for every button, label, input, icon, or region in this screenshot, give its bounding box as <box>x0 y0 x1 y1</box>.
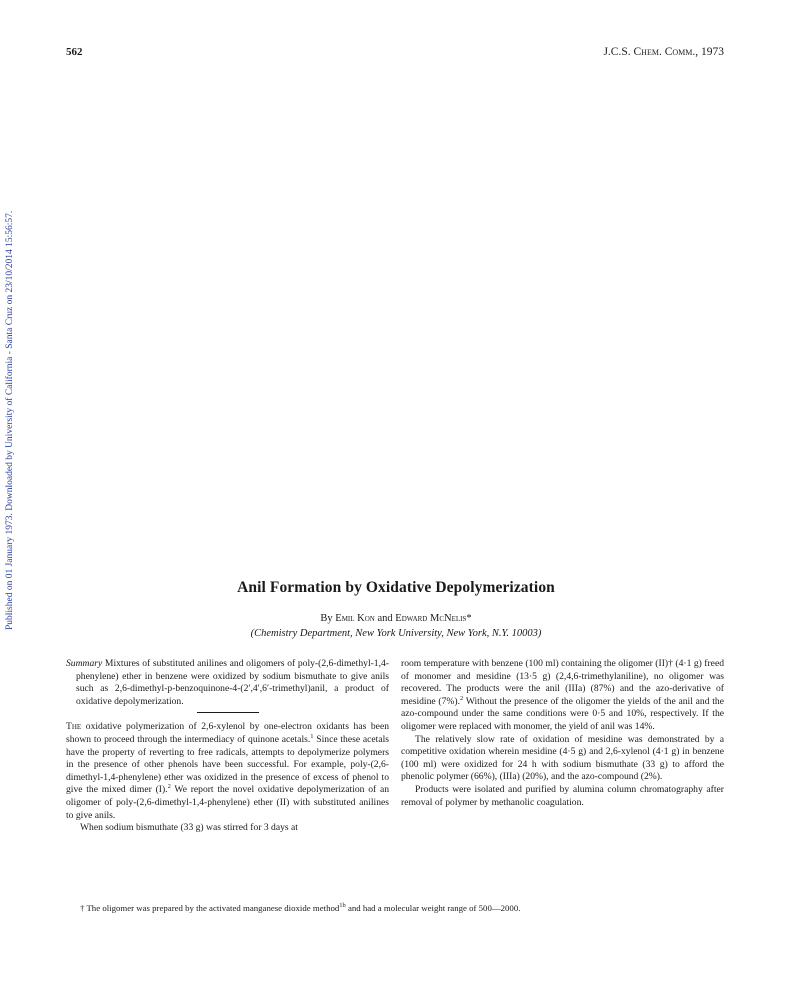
body-text: oxidative polymerization of 2,6-xylenol by one-electron oxidants has been shown to proceed through the intermediacy of quinone acetals. <box>66 721 389 745</box>
body-text: room temperature with benzene (100 ml) containing the oligomer (II) <box>401 658 669 669</box>
author-1: Emil Kon <box>335 613 375 624</box>
body-lead-word: The <box>66 721 82 733</box>
body-text: Without the presence of the oligomer the yields of the anil and the azo-compound under the same conditions were 0·5 and 10%, respectively. If the oligomer were replaced with monomer, the yield of anil was 14%. <box>401 695 724 732</box>
body-paragraph: When sodium bismuthate (33 g) was stirred for 3 days at <box>80 822 298 834</box>
journal-name: Chem. Comm. <box>633 46 696 58</box>
body-paragraph: Products were isolated and purified by alumina column chromatography after removal of polymer by methanolic coagulation. <box>401 783 724 808</box>
body-paragraph: The relatively slow rate of oxidation of mesidine was demonstrated by a competitive oxidation wherein mesidine (4·5 g) and 2,6-xylenol (4·1 g) in benzene (100 ml) were oxidized for 24 h with sodium bismuthate (33 g) to afford the phenolic polymer (66%), (IIIa) (20%), and the azo-compound (2%). <box>401 733 724 783</box>
body-paragraph <box>66 721 389 822</box>
body-text: (4·1 g) freed of monomer and mesidine (13·5 g) (2,4,6-trimethylaniline), no oligomer was recovered. The products were the anil (IIIa) (87%) and the azo-derivative of mesidine (7%). <box>401 658 724 707</box>
reference-marker[interactable]: 2 <box>167 783 171 791</box>
corresponding-author-mark: * <box>466 613 472 624</box>
authors-by: By <box>320 613 336 624</box>
reference-marker[interactable]: 1b <box>339 902 346 910</box>
footnote-marker[interactable]: † <box>668 658 673 669</box>
body-paragraph <box>401 658 724 734</box>
article-authors <box>0 613 792 624</box>
reference-marker[interactable]: 1 <box>310 732 314 740</box>
footnote-text: † The oligomer was prepared by the activated manganese dioxide method <box>80 903 340 913</box>
footnote-text: and had a molecular weight range of 500—2000. <box>345 903 521 913</box>
affiliation-text: (Chemistry Department, New York University, New York, N.Y. 10003) <box>250 628 542 639</box>
reference-marker[interactable]: 2 <box>459 694 464 702</box>
journal-reference <box>603 46 724 58</box>
footnote <box>80 903 520 913</box>
section-divider <box>197 712 259 713</box>
summary-label: Summary <box>66 658 103 669</box>
journal-year: , 1973 <box>695 46 724 58</box>
journal-prefix: J.C.S. <box>603 46 634 58</box>
body-text: Since these acetals have the property of reverting to free radicals, attempts to depolymerize polymers in the presence of other phenols have been successful. For example, poly-(2,6-dimethyl-1,4-phenylene) ether was oxidized in the presence of excess of phenol to give the mixed dimer (I). <box>66 733 389 796</box>
download-watermark-container <box>5 140 19 630</box>
summary-text: Mixtures of substituted anilines and oligomers of poly-(2,6-dimethyl-1,4-phenylene) ether in benzene were oxidized by sodium bismuthate to give anils such as 2,6-dimethyl-p-benzoquinone-4-(2′,4′,6′-trimethyl)anil, a product of oxidative depolymerization. <box>76 658 389 707</box>
author-affiliation <box>0 628 792 639</box>
authors-and: and <box>374 613 396 624</box>
left-column <box>66 658 389 835</box>
body-text: We report the novel oxidative depolymerization of an oligomer of poly-(2,6-dimethyl-1,4-phenylene) ether (II) with substituted anilines to give anils. <box>66 784 389 821</box>
summary-paragraph <box>66 658 389 708</box>
article-title: Anil Formation by Oxidative Depolymerization <box>237 579 555 596</box>
author-2: Edward McNelis <box>395 613 467 624</box>
download-watermark[interactable]: Published on 01 January 1973. Downloaded by University of California - Santa Cruz on 23/10/2014 15:56:57. <box>5 210 15 630</box>
right-column <box>401 658 724 809</box>
page-number: 562 <box>66 46 83 58</box>
